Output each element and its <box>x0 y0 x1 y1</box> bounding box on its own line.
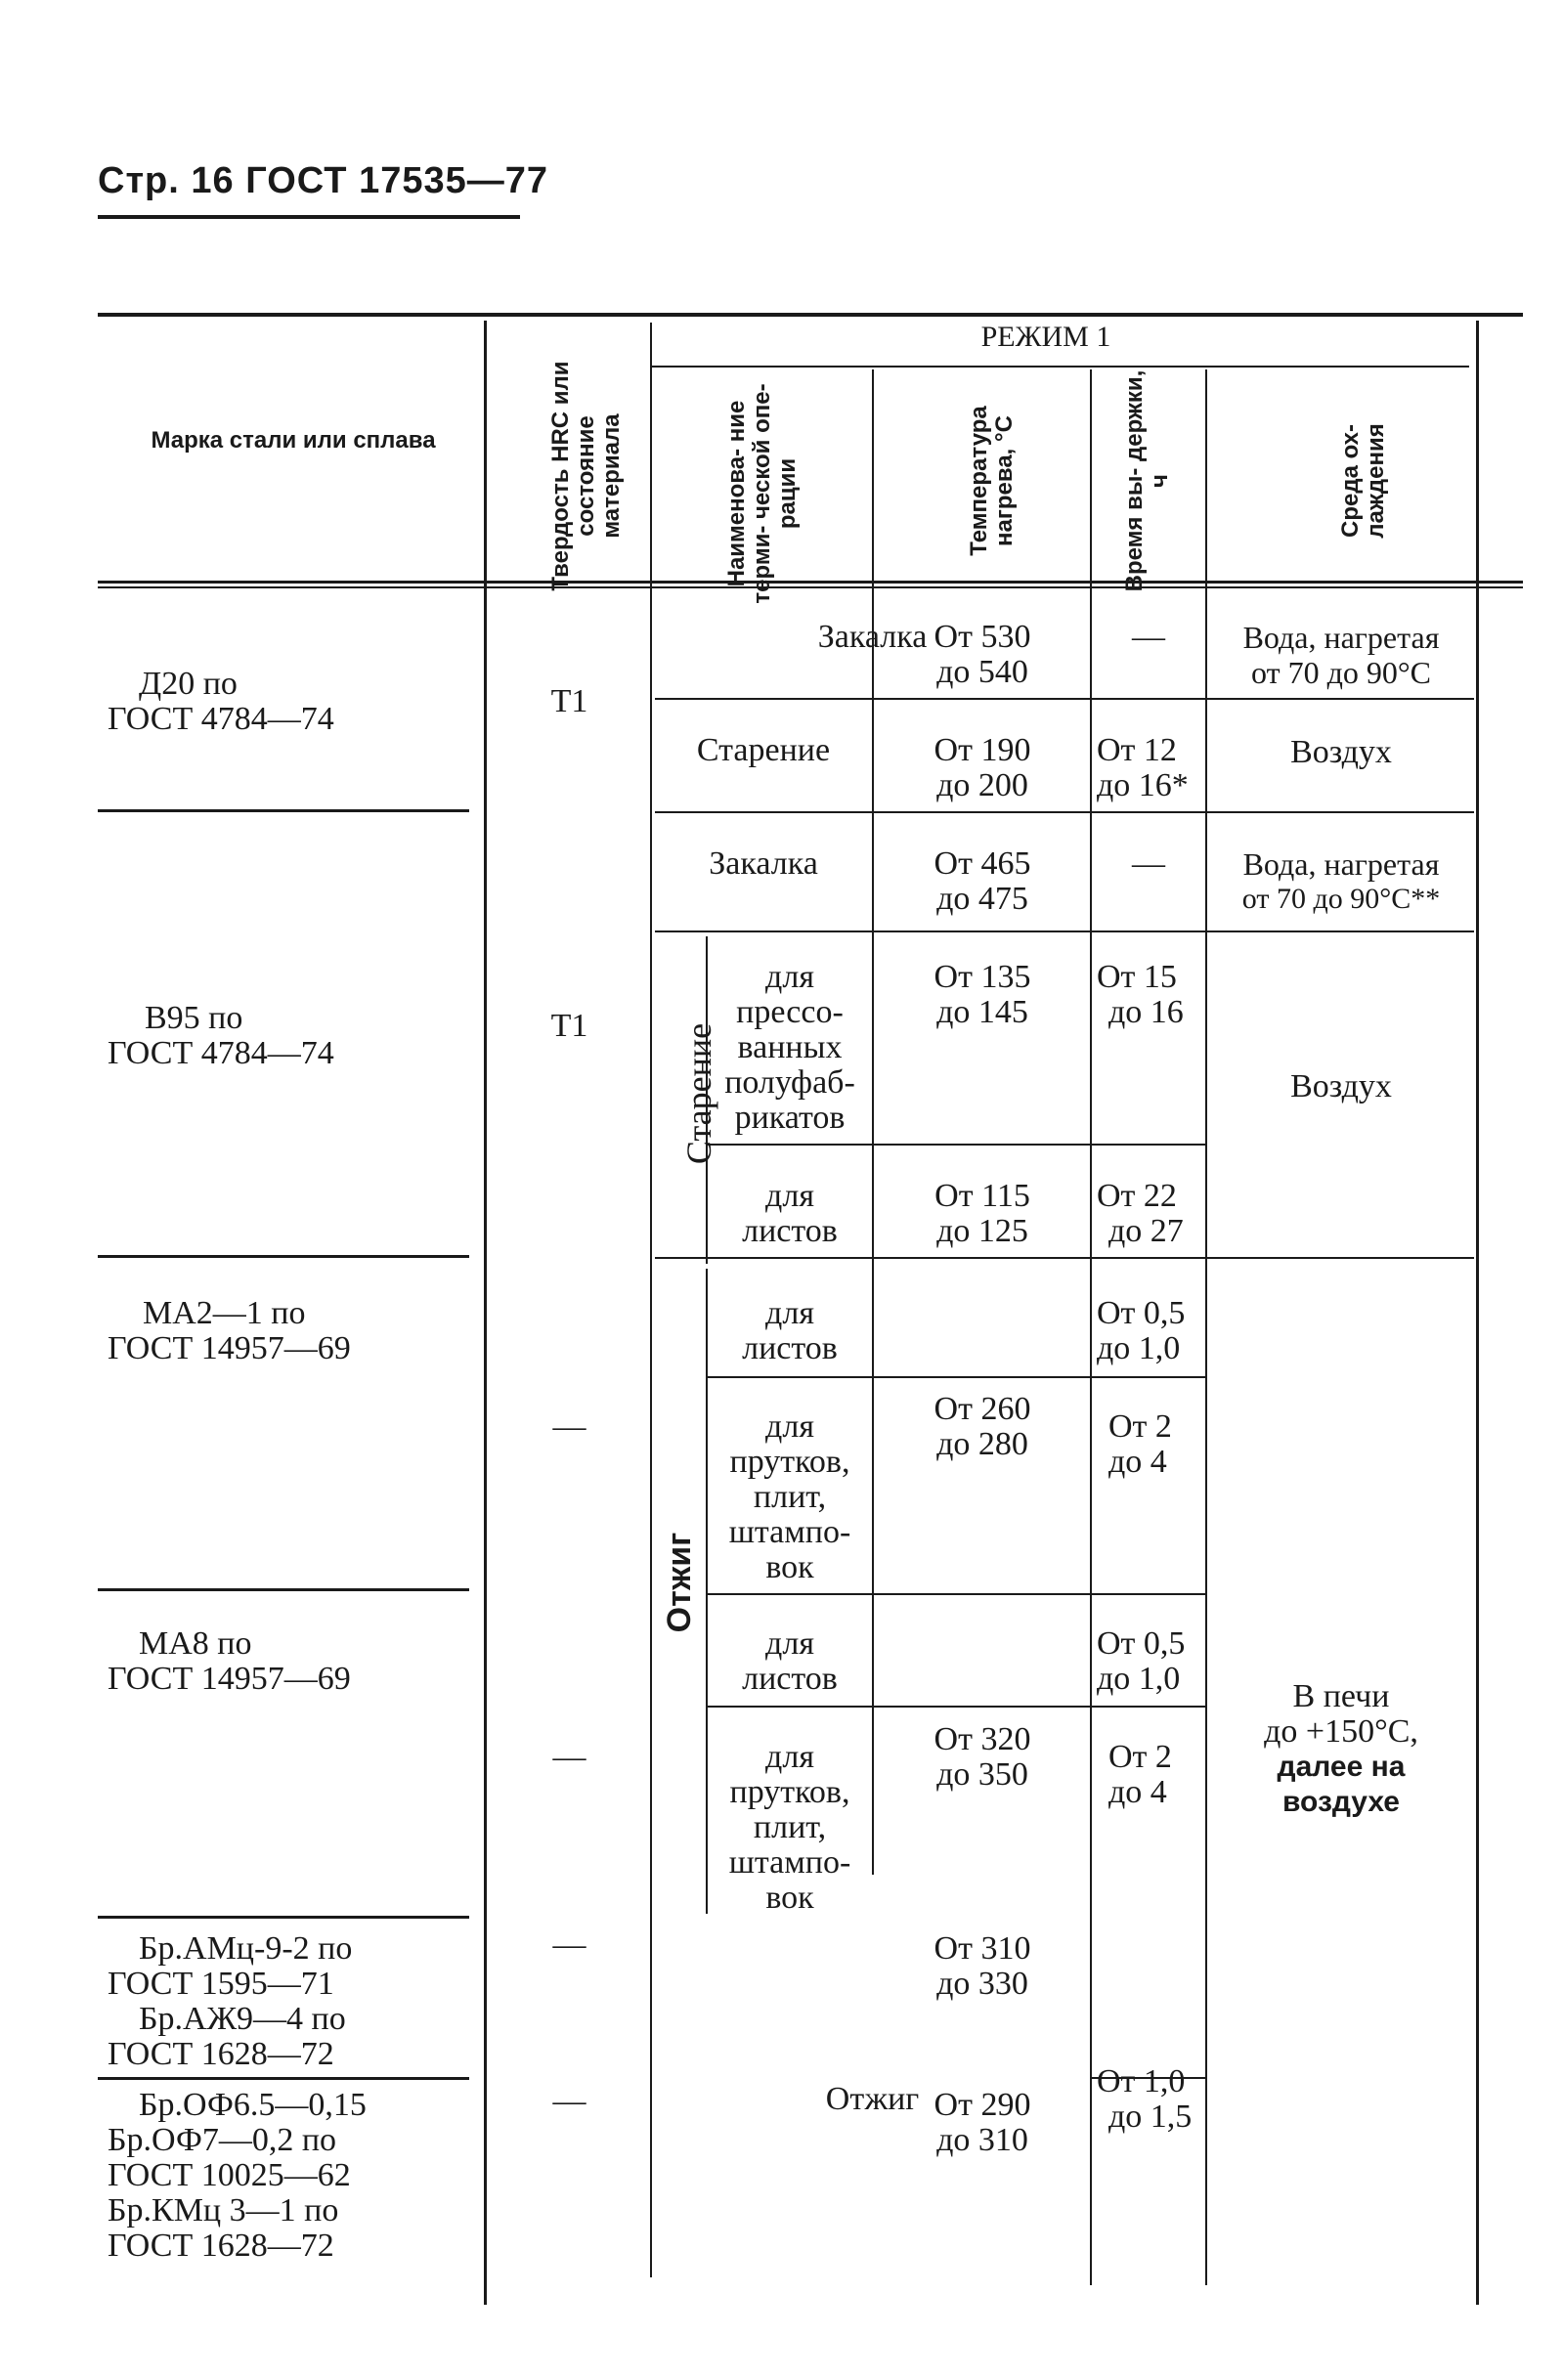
line-d20-mid <box>655 698 1474 700</box>
sub-v95-1e: рикатов <box>734 1100 846 1136</box>
group-starenie: Старение <box>679 1022 718 1165</box>
sub-ma8-2c: плит, <box>753 1809 827 1845</box>
grade-ma21-line2: ГОСТ 14957—69 <box>108 1330 351 1366</box>
time-v95-2b: до 16 <box>1108 994 1184 1030</box>
time-v95-3b: до 27 <box>1108 1213 1184 1249</box>
op-bronze: Отжиг <box>825 2081 920 2117</box>
op-d20-zakalka: Закалка <box>817 619 928 655</box>
col-header-hardness: Твердость HRC или состояние материала <box>547 361 625 591</box>
row-divider-ma21 <box>98 1588 469 1591</box>
time-v95-2a: От 15 <box>1097 959 1177 995</box>
time-ma21-2a: От 2 <box>1108 1408 1172 1445</box>
header-bottom-rule-2 <box>98 586 1523 588</box>
vline-temp <box>1090 369 1092 2285</box>
vline-operation <box>872 369 874 1875</box>
row-divider-v95 <box>98 1255 469 1258</box>
table-top-rule <box>98 313 1523 317</box>
vline-grade <box>484 321 487 2305</box>
sub-ma8-2a: для <box>765 1739 814 1775</box>
medium-furnace-2: до +150°С, <box>1264 1713 1418 1750</box>
grade-ma8-line1: МА8 по <box>139 1625 252 1662</box>
header-underline <box>98 215 520 219</box>
temp-bronze1-b: до 330 <box>936 1966 1028 2002</box>
grade-bronze1-line2: ГОСТ 1595—71 <box>108 1966 334 2002</box>
hardness-ma8: — <box>552 1739 586 1775</box>
row-divider-bronze <box>98 2077 469 2080</box>
line-v95-sub <box>708 1144 1206 1146</box>
grade-ma21-line1: МА2—1 по <box>143 1295 306 1331</box>
sub-v95-1a: для <box>765 959 814 995</box>
row-divider-d20 <box>98 809 469 812</box>
sub-ma21-2e: вок <box>765 1549 814 1585</box>
col-header-operation: Наименова- ние терми- ческой опе- рации <box>723 383 801 604</box>
temp-ma21-a: От 260 <box>933 1391 1031 1427</box>
temp-d20-1b: до 540 <box>936 654 1028 690</box>
time-v95-3a: От 22 <box>1097 1178 1177 1214</box>
sub-v95-1b: прессо- <box>736 994 844 1030</box>
grade-v95-line2: ГОСТ 4784—74 <box>108 1035 334 1071</box>
time-ma8-2b: до 4 <box>1108 1774 1167 1810</box>
temp-v95-3a: От 115 <box>934 1178 1030 1214</box>
time-ma21-2b: до 4 <box>1108 1444 1167 1480</box>
header-bottom-rule <box>98 581 1523 584</box>
sub-ma21-1a: для <box>765 1295 814 1331</box>
time-ma21-1b: до 1,0 <box>1097 1330 1181 1366</box>
sub-ma21-2c: плит, <box>753 1479 827 1515</box>
sub-ma8-2b: прутков, <box>729 1774 850 1810</box>
sub-ma21-2d: штампо- <box>728 1514 851 1550</box>
grade-d20-line1: Д20 по <box>139 666 238 702</box>
hardness-ma21: — <box>552 1408 586 1445</box>
line-v95-end <box>655 1257 1474 1259</box>
col-header-temperature: Температура нагрева, °С <box>966 406 1018 556</box>
medium-furnace-1: В печи <box>1292 1678 1390 1714</box>
grade-bronze2-line3: ГОСТ 10025—62 <box>108 2157 351 2193</box>
temp-v95-3b: до 125 <box>936 1213 1028 1249</box>
temp-bronze1-a: От 310 <box>933 1930 1031 1967</box>
temp-v95-1a: От 465 <box>933 845 1031 882</box>
medium-d20-2: Воздух <box>1290 734 1392 770</box>
line-ma21-end <box>708 1593 1206 1595</box>
time-d20-2b: до 16* <box>1097 767 1189 803</box>
medium-v95-1a: Вода, нагретая <box>1242 846 1440 882</box>
temp-ma21-b: до 280 <box>936 1426 1028 1462</box>
medium-v95-2: Воздух <box>1290 1068 1392 1104</box>
grade-v95-line1: В95 по <box>145 1000 243 1036</box>
time-ma8-1a: От 0,5 <box>1097 1625 1186 1662</box>
grade-bronze1-line4: ГОСТ 1628—72 <box>108 2036 334 2072</box>
hardness-bronze2: — <box>552 2083 586 2119</box>
sub-ma8-2d: штампо- <box>728 1844 851 1881</box>
vline-right <box>1476 321 1479 2305</box>
hardness-bronze1: — <box>552 1926 586 1963</box>
temp-bronze2-b: до 310 <box>936 2122 1028 2158</box>
temp-d20-2a: От 190 <box>933 732 1031 768</box>
time-ma21-1a: От 0,5 <box>1097 1295 1186 1331</box>
grade-bronze2-line5: ГОСТ 1628—72 <box>108 2228 334 2264</box>
mode-underline <box>650 366 1469 368</box>
temp-bronze2-a: От 290 <box>933 2087 1031 2123</box>
col-header-mode: РЕЖИМ 1 <box>980 321 1111 353</box>
time-d20-1: — <box>1132 619 1165 655</box>
time-d20-2a: От 12 <box>1097 732 1177 768</box>
temp-ma8-a: От 320 <box>933 1721 1031 1757</box>
sub-ma8-1a: для <box>765 1625 814 1662</box>
temp-v95-2b: до 145 <box>936 994 1028 1030</box>
line-v95-zakalka <box>655 930 1474 932</box>
sub-v95-2a: для <box>765 1178 814 1214</box>
medium-d20-1b: от 70 до 90°С <box>1251 655 1431 690</box>
sub-ma8-2e: вок <box>765 1880 814 1916</box>
sub-ma21-2b: прутков, <box>729 1444 850 1480</box>
time-bronze-b: до 1,5 <box>1108 2099 1193 2135</box>
time-ma8-1b: до 1,0 <box>1097 1661 1181 1697</box>
col-header-time: Время вы- держки, ч <box>1121 369 1173 592</box>
temp-ma8-b: до 350 <box>936 1756 1028 1793</box>
time-bronze-a: От 1,0 <box>1097 2063 1186 2099</box>
col-header-grade: Марка стали или сплава <box>151 427 436 454</box>
grade-d20-line2: ГОСТ 4784—74 <box>108 701 334 737</box>
temp-d20-2b: до 200 <box>936 767 1028 803</box>
temp-v95-1b: до 475 <box>936 881 1028 917</box>
grade-bronze1-line1: Бр.АМц-9-2 по <box>139 1930 353 1967</box>
sub-v95-2b: листов <box>742 1213 838 1249</box>
grade-bronze1-line3: Бр.АЖ9—4 по <box>139 2001 346 2037</box>
page-header: Стр. 16 ГОСТ 17535—77 <box>98 160 549 201</box>
group-otzhig: Отжиг <box>661 1532 698 1633</box>
grade-bronze2-line1: Бр.ОФ6.5—0,15 <box>139 2087 367 2123</box>
line-d20-end <box>655 811 1474 813</box>
hardness-v95: T1 <box>550 1008 588 1044</box>
time-v95-1: — <box>1132 845 1165 882</box>
op-v95-zakalka: Закалка <box>709 845 818 882</box>
row-divider-ma8 <box>98 1916 469 1919</box>
sub-v95-1d: полуфаб- <box>724 1064 855 1101</box>
vline-hardness <box>650 323 652 2277</box>
sub-ma21-1b: листов <box>742 1330 838 1366</box>
vline-time <box>1205 369 1207 2285</box>
sub-v95-1c: ванных <box>737 1029 843 1065</box>
grade-bronze2-line2: Бр.ОФ7—0,2 по <box>108 2122 337 2158</box>
line-ma8-sub <box>708 1706 1206 1708</box>
line-ma21-sub <box>708 1376 1206 1378</box>
hardness-d20: T1 <box>550 683 588 719</box>
op-d20-starenie: Старение <box>696 732 831 768</box>
medium-furnace-4: воздухе <box>1282 1786 1400 1818</box>
medium-v95-1b: от 70 до 90°С** <box>1241 883 1441 915</box>
time-ma8-2a: От 2 <box>1108 1739 1172 1775</box>
temp-d20-1a: От 530 <box>933 619 1031 655</box>
temp-v95-2a: От 135 <box>933 959 1031 995</box>
sub-ma8-1b: листов <box>742 1661 838 1697</box>
grade-ma8-line2: ГОСТ 14957—69 <box>108 1661 351 1697</box>
medium-d20-1a: Вода, нагретая <box>1242 620 1440 655</box>
col-header-medium: Среда ох- лаждения <box>1337 423 1389 539</box>
sub-ma21-2a: для <box>765 1408 814 1445</box>
grade-bronze2-line4: Бр.КМц 3—1 по <box>108 2192 339 2229</box>
medium-furnace-3: далее на <box>1277 1751 1406 1783</box>
